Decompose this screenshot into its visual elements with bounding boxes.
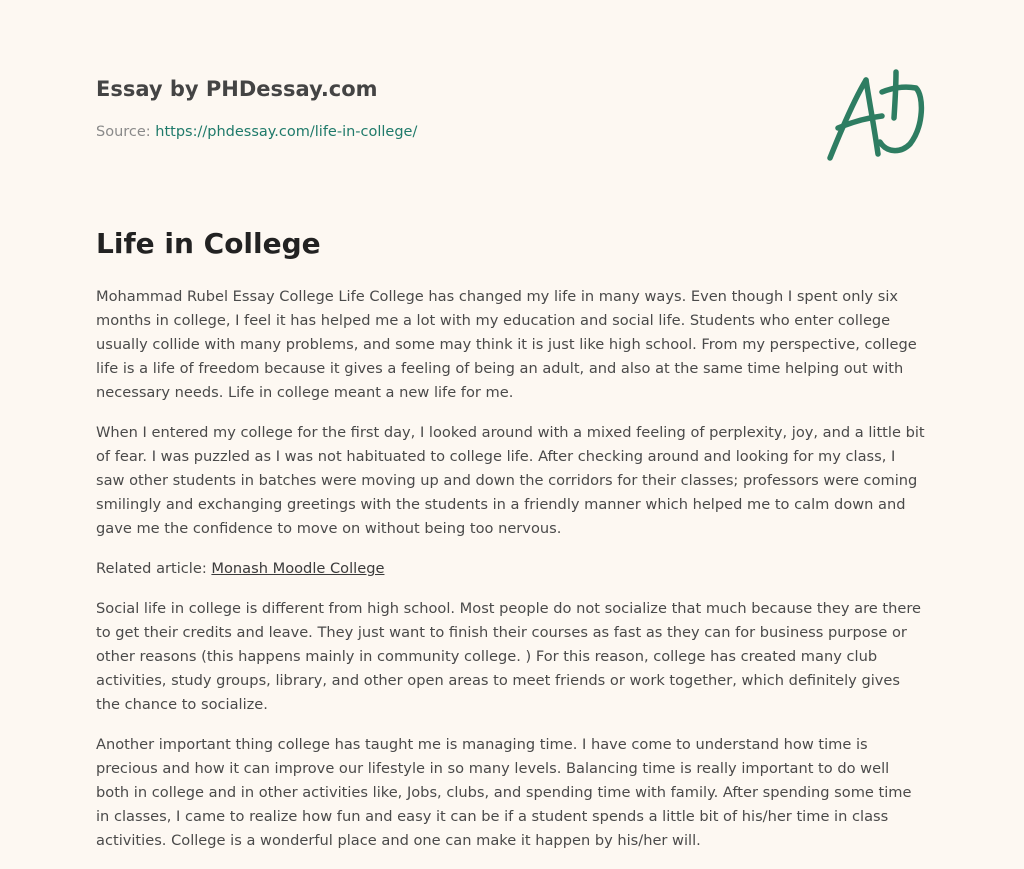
article-body <box>96 285 926 869</box>
related-article-link[interactable]: Monash Moodle College <box>211 560 385 577</box>
page-header <box>96 74 796 142</box>
paragraph: When I entered my college for the first day, I looked around with a mixed feeling of perplexity, joy, and a little bit of fear. I was puzzled as I was not habituated to college life. After checking around and looking for my class, I saw other students in batches were moving up and down the corridors for their classes; professors were coming smilingly and exchanging greetings with the students in a friendly manner which helped me to calm down and gave me the confidence to move on without being too nervous. <box>96 424 925 537</box>
paragraph: Social life in college is different from high school. Most people do not socialize that much because they are there to get their credits and leave. They just want to finish their courses as fast as they can for business purpose or other reasons (this happens mainly in community college. ) For this reason, college has created many club activities, study groups, library, and other open areas to meet friends or work together, which definitely gives the chance to socialize. <box>96 600 921 713</box>
related-label: Related article: <box>96 560 212 577</box>
source-line <box>96 122 796 142</box>
article-title: Life in College <box>96 227 321 260</box>
related-article <box>96 557 926 581</box>
source-label: Source: <box>96 124 156 140</box>
source-link[interactable]: https://phdessay.com/life-in-college/ <box>155 124 418 140</box>
site-title: Essay by PHDessay.com <box>96 77 378 101</box>
paragraph: Mohammad Rubel Essay College Life College has changed my life in many ways. Even though I spent only six months in college, I feel it has helped me a lot with my education and social life. Students who enter college usually collide with many problems, and some may think it is just like high school. From my perspective, college life is a life of freedom because it gives a feeling of being an adult, and also at the same time helping out with necessary needs. Life in college meant a new life for me. <box>96 288 917 401</box>
paragraph: Another important thing college has taught me is managing time. I have come to understand how time is precious and how it can improve our lifestyle in so many levels. Balancing time is really important to do well both in college and in other activities like, Jobs, clubs, and spending time with family. After spending some time in classes, I came to realize how fun and easy it can be if a student spends a little bit of his/her time in class activities. College is a wonderful place and one can make it happen by his/her will. <box>96 736 912 849</box>
a-plus-grade-icon <box>820 66 932 166</box>
